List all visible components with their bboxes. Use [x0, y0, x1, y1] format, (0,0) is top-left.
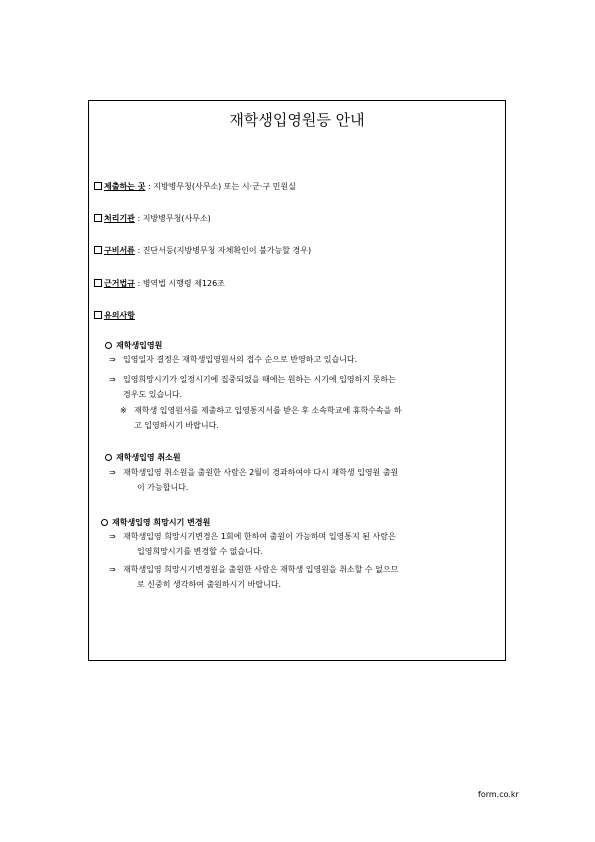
section-heading: 재학생입영원	[105, 340, 162, 351]
section-heading: 재학생입영 희망시기 변경원	[101, 517, 210, 528]
document-title: 재학생입영원등 안내	[229, 111, 365, 129]
field-label: 처리기관	[104, 214, 135, 223]
field-label: 유의사항	[104, 311, 135, 320]
field-label: 제출하는 곳	[104, 182, 146, 191]
field-value: 지방병무청(사무소) 또는 시·군·구 민원실	[153, 182, 296, 191]
field-value: 지방병무청(사무소)	[142, 214, 211, 223]
section-heading: 재학생입영 취소원	[105, 452, 181, 463]
field-label: 근거법규	[104, 279, 135, 288]
note-icon: ※	[120, 406, 127, 415]
arrow-icon: ⇒	[109, 355, 116, 364]
field-label: 구비서류	[104, 246, 135, 255]
field-value: 병역법 시행령 제126조	[142, 279, 225, 288]
arrow-icon: ⇒	[109, 375, 116, 384]
field-required-documents: 구비서류 : 진단서등(지방병무청 자체확인이 불가능할 경우)	[94, 245, 311, 256]
checkbox-icon	[94, 279, 102, 287]
list-item: ⇒ 재학생입영 희망시기변경은 1회에 한하여 출원이 가능하며 입영통지 된 사람은 입영희망시기를 변경할 수 없습니다.	[109, 529, 396, 559]
circle-bullet-icon	[101, 519, 108, 526]
checkbox-icon	[94, 311, 102, 319]
arrow-icon: ⇒	[109, 565, 116, 574]
field-processing-agency: 처리기관 : 지방병무청(사무소)	[94, 213, 211, 224]
checkbox-icon	[94, 182, 102, 190]
field-submit-place: 제출하는 곳 : 지방병무청(사무소) 또는 시·군·구 민원실	[94, 181, 296, 192]
arrow-icon: ⇒	[109, 532, 116, 541]
checkbox-icon	[94, 214, 102, 222]
checkbox-icon	[94, 246, 102, 254]
list-item: ⇒ 입영희망시기가 일정시기에 집중되었을 때에는 원하는 시기에 입영하지 못하는 경우도 있습니다.	[109, 372, 396, 402]
list-item: ※ 재학생 입영원서를 제출하고 입영통지서를 받은 후 소속학교에 휴학수속을 하 고 입영하시기 바랍니다.	[120, 403, 402, 433]
arrow-icon: ⇒	[109, 468, 116, 477]
field-value: 진단서등(지방병무청 자체확인이 불가능할 경우)	[142, 246, 312, 255]
field-notes	[94, 310, 135, 321]
circle-bullet-icon	[105, 342, 112, 349]
field-legal-basis: 근거법규 : 병역법 시행령 제126조	[94, 278, 225, 289]
list-item: ⇒ 재학생입영 취소원을 출원한 사람은 2월이 경과하여야 다시 재학생 입영원 출원 이 가능합니다.	[109, 465, 398, 495]
list-item: ⇒ 입영일자 결정은 재학생입영원서의 접수 순으로 반영하고 있습니다.	[109, 352, 357, 367]
circle-bullet-icon	[105, 454, 112, 461]
footer-source: form.co.kr	[478, 790, 519, 799]
document-frame	[88, 100, 506, 661]
list-item: ⇒ 재학생입영 희망시기변경원을 출원한 사람은 재학생 입영원을 취소할 수 없으므 로 신중히 생각하여 출원하시기 바랍니다.	[109, 562, 398, 592]
